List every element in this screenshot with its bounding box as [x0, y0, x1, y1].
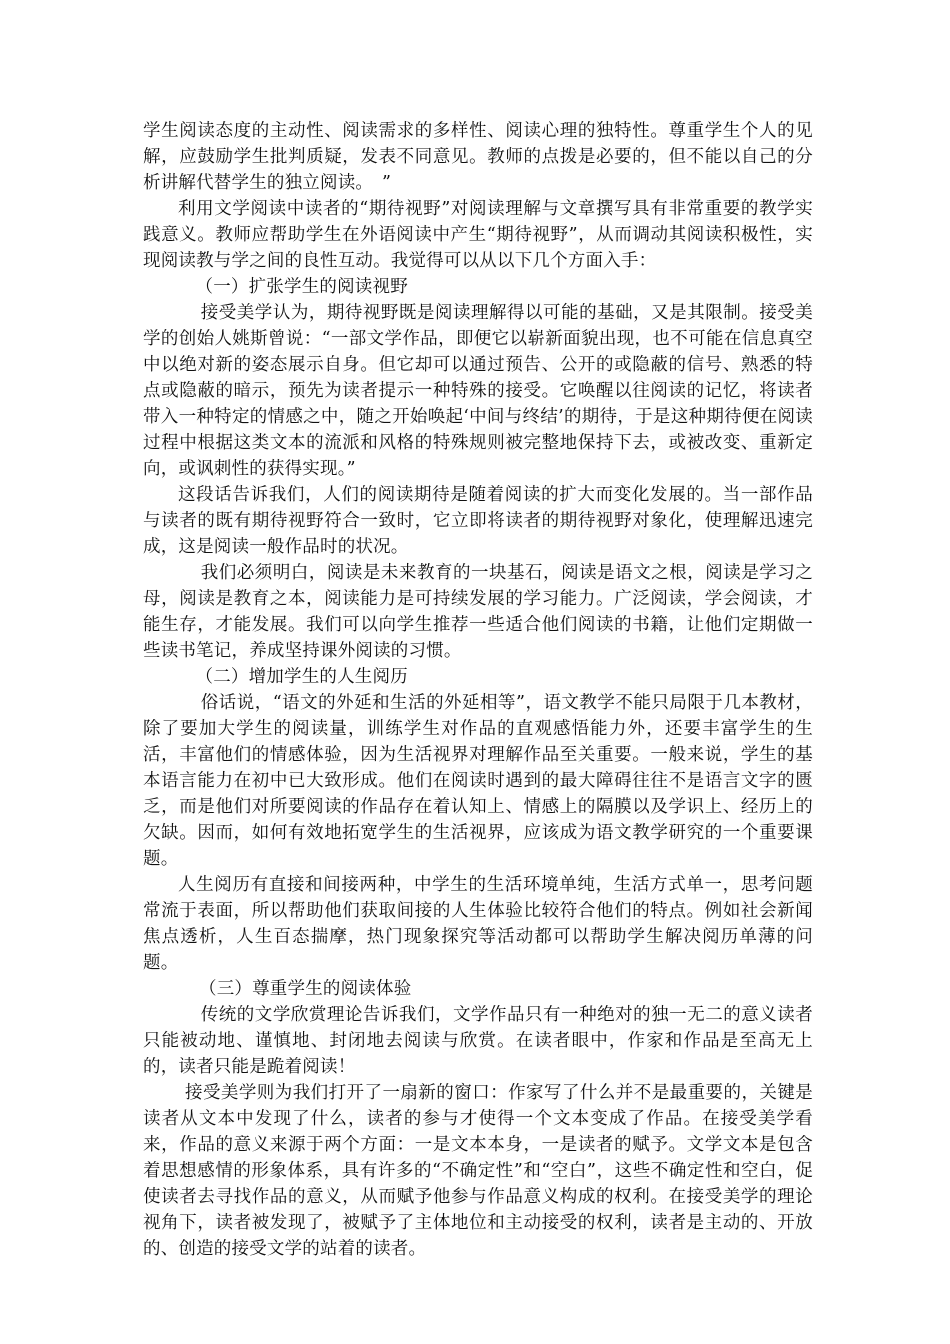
paragraph-new-window: 接受美学则为我们打开了一扇新的窗口：作家写了什么并不是最重要的，关键是读者从文本中发现了什么，读者的参与才使得一个文本变成了作品。在接受美学看来，作品的意义来源于两个方面：一是文本本身，一是读者的赋予。文学文本是包含着思想感情的形象体系，具有许多的“不确定性”和“空白”，这些不确定性和空白，促使读者去寻找作品的意义，从而赋予他参与作品意义构成的权利。在接受美学的理论视角下，读者被发现了，被赋予了主体地位和主动接受的权利，读者是主动的、开放的、创造的接受文学的站着的读者。 — [143, 1083, 813, 1259]
section-heading-3: （三）尊重学生的阅读体验 — [199, 979, 412, 999]
document-body — [143, 118, 813, 1262]
paragraph-reading-expectation: 这段话告诉我们，人们的阅读期待是随着阅读的扩大而变化发展的。当一部作品与读者的既有期待视野符合一致时，它立即将读者的期待视野对象化，使理解迅速完成，这是阅读一般作品时的状况。 — [143, 485, 813, 557]
section-heading-2: （二）增加学生的人生阅历 — [195, 667, 408, 687]
paragraph-expectation-horizon: 利用文学阅读中读者的“期待视野”对阅读理解与文章撰写具有非常重要的教学实践意义。教师应帮助学生在外语阅读中产生“期待视野”，从而调动其阅读积极性，实现阅读教与学之间的良性互动。我觉得可以从以下几个方面入手： — [143, 199, 813, 271]
paragraph-reading-foundation: 我们必须明白，阅读是未来教育的一块基石，阅读是语文之根，阅读是学习之母，阅读是教育之本，阅读能力是可持续发展的学习能力。广泛阅读，学会阅读，才能生存，才能发展。我们可以向学生推荐一些适合他们阅读的书籍，让他们定期做一些读书笔记，养成坚持课外阅读的习惯。 — [143, 563, 813, 661]
paragraph-indirect-experience: 人生阅历有直接和间接两种，中学生的生活环境单纯，生活方式单一，思考问题常流于表面，所以帮助他们获取间接的人生体验比较符合他们的特点。例如社会新闻焦点透析，人生百态揣摩，热门现象探究等活动都可以帮助学生解决阅历单薄的问题。 — [143, 875, 813, 973]
paragraph-continuation: 学生阅读态度的主动性、阅读需求的多样性、阅读心理的独特性。尊重学生个人的见解，应鼓励学生批判质疑，发表不同意见。教师的点拨是必要的，但不能以自己的分析讲解代替学生的独立阅读。 ” — [143, 121, 813, 193]
paragraph-traditional-theory: 传统的文学欣赏理论告诉我们，文学作品只有一种绝对的独一无二的意义读者只能被动地、谨慎地、封闭地去阅读与欣赏。在读者眼中，作家和作品是至高无上的，读者只能是跪着阅读！ — [143, 1005, 813, 1077]
section-heading-1: （一）扩张学生的阅读视野 — [195, 277, 408, 297]
paragraph-reception-aesthetics: 接受美学认为，期待视野既是阅读理解得以可能的基础，又是其限制。接受美学的创始人姚斯曾说：“一部文学作品，即便它以崭新面貌出现，也不可能在信息真空中以绝对新的姿态展示自身。但它却可以通过预告、公开的或隐蔽的信号、熟悉的特点或隐蔽的暗示，预先为读者提示一种特殊的接受。它唤醒以往阅读的记忆，将读者带入一种特定的情感之中，随之开始唤起‘中间与终结’的期待，于是这种期待便在阅读过程中根据这类文本的流派和风格的特殊规则被完整地保持下去，或被改变、重新定向，或讽刺性的获得实现。” — [143, 303, 813, 479]
paragraph-life-experience: 俗话说，“语文的外延和生活的外延相等”，语文教学不能只局限于几本教材，除了要加大学生的阅读量，训练学生对作品的直观感悟能力外，还要丰富学生的生活，丰富他们的情感体验，因为生活视界对理解作品至关重要。一般来说，学生的基本语言能力在初中已大致形成。他们在阅读时遇到的最大障碍往往不是语言文字的匮乏，而是他们对所要阅读的作品存在着认知上、情感上的隔膜以及学识上、经历上的欠缺。因而，如何有效地拓宽学生的生活视界，应该成为语文教学研究的一个重要课题。 — [143, 693, 813, 869]
